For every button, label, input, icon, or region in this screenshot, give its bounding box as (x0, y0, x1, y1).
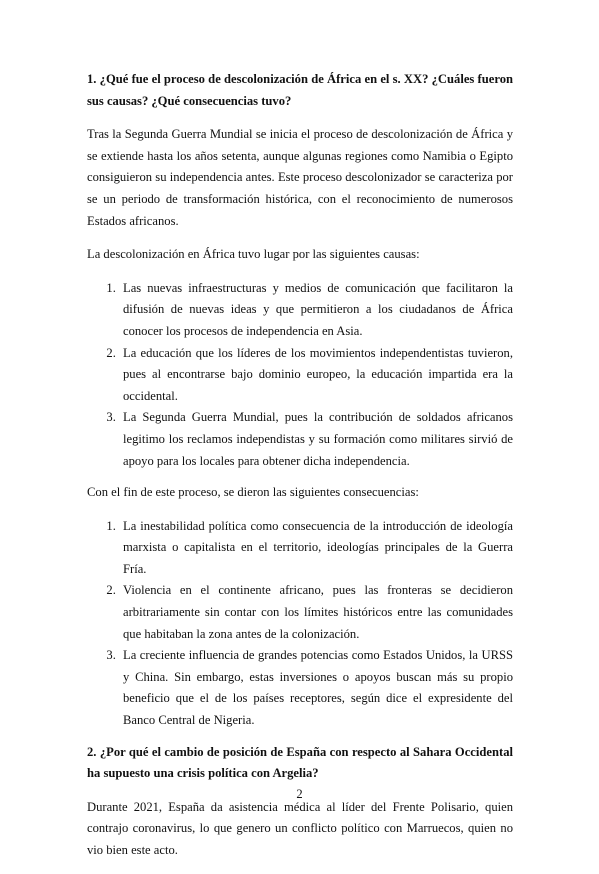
section1-heading: 1. ¿Qué fue el proceso de descolonización de África en el s. XX? ¿Cuáles fueron sus causas? ¿Qué consecuencias tuvo? (87, 72, 513, 108)
list-item: 2. Violencia en el continente africano, pues las fronteras se decidieron arbitrariamente sin contar con los límites históricos entre las comunidades que habitaban la zona antes de la colonización. (119, 580, 513, 645)
consequences-list (87, 516, 513, 732)
causes-list (87, 278, 513, 472)
page-number: 2 (296, 787, 303, 801)
causes-intro: La descolonización en África tuvo lugar por las siguientes causas: (87, 247, 420, 262)
consequences-intro: Con el fin de este proceso, se dieron las siguientes consecuencias: (87, 485, 419, 500)
section1-intro: Tras la Segunda Guerra Mundial se inicia el proceso de descolonización de África y se extiende hasta los años setenta, aunque algunas regiones como Namibia o Egipto consiguieron su independencia antes. Este proceso descolonizador se caracteriza por se un periodo de transformación histórica, con el reconocimiento de numerosos Estados africanos. (87, 127, 513, 228)
list-item: 3. La Segunda Guerra Mundial, pues la contribución de soldados africanos legitimo los reclamos independistas y su formación como militares sirvió de apoyo para los locales para obtener dicha independencia. (119, 407, 513, 472)
page-content (87, 69, 513, 874)
list-item: 1. La inestabilidad política como consecuencia de la introducción de ideología marxista o capitalista en el territorio, ideologías principales de la Guerra Fría. (119, 516, 513, 581)
list-item: 2. La educación que los líderes de los movimientos independentistas tuvieron, pues al encontrarse bajo dominio europeo, la educación impartida era la occidental. (119, 343, 513, 408)
list-item: 1. Las nuevas infraestructuras y medios de comunicación que facilitaron la difusión de nuevas ideas y que permitieron a los ciudadanos de África conocer los procesos de independencia en Asia. (119, 278, 513, 343)
list-item: 3. La creciente influencia de grandes potencias como Estados Unidos, la URSS y China. Sin embargo, estas inversiones o apoyos buscan más su propio beneficio que el de los países receptores, según dice el expresidente del Banco Central de Nigeria. (119, 645, 513, 731)
section2-heading: 2. ¿Por qué el cambio de posición de España con respecto al Sahara Occidental ha supuesto una crisis política con Argelia? (87, 744, 513, 781)
section2-text: Durante 2021, España da asistencia médica al líder del Frente Polisario, quien contrajo coronavirus, lo que genero un conflicto político con Marruecos, quien no vio bien este acto. (87, 799, 513, 857)
